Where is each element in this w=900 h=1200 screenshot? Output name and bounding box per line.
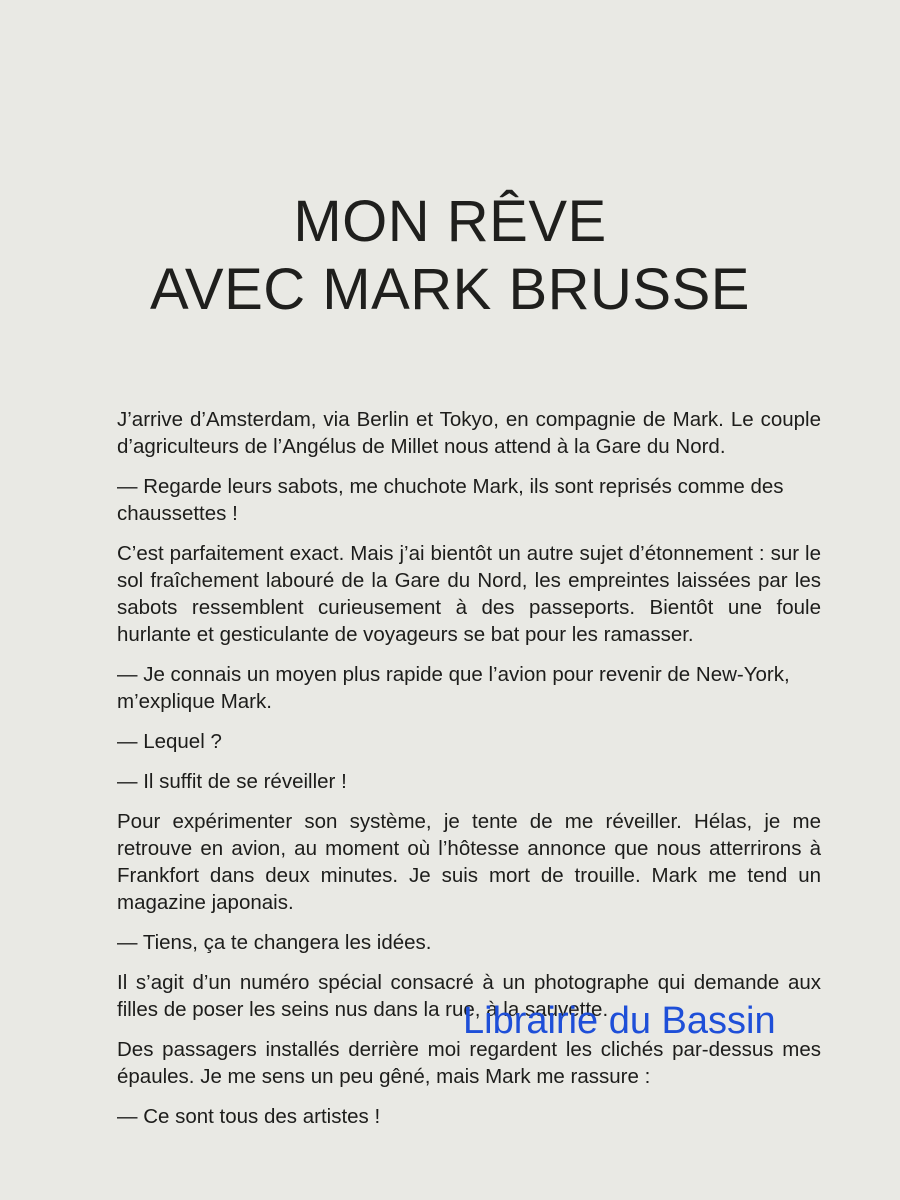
dialogue-line: — Tiens, ça te changera les idées.	[117, 931, 432, 954]
title-line-2: AVEC MARK BRUSSE	[150, 257, 750, 322]
paragraph: Il s’agit d’un numéro spécial consacré à un photographe qui demande aux filles de poser les seins nus dans la rue, à la sauvette.	[117, 971, 821, 1021]
title-line-1: MON RÊVE	[293, 189, 607, 254]
dialogue-line: — Ce sont tous des artistes !	[117, 1105, 381, 1128]
dialogue-line: — Regarde leurs sabots, me chuchote Mark, ils sont reprisés comme des chaussettes !	[117, 475, 784, 525]
dialogue-line: — Je connais un moyen plus rapide que l’avion pour revenir de New-York, m’explique Mark.	[117, 663, 790, 713]
dialogue-line: — Il suffit de se réveiller !	[117, 770, 347, 793]
paragraph: J’arrive d’Amsterdam, via Berlin et Tokyo, en compagnie de Mark. Le couple d’agriculteurs de l’Angélus de Millet nous attend à la Gare du Nord.	[117, 408, 821, 458]
dialogue-line: — Lequel ?	[117, 730, 222, 753]
paragraph: Des passagers installés derrière moi regardent les clichés par-dessus mes épaules. Je me sens un peu gêné, mais Mark me rassure :	[117, 1038, 821, 1088]
watermark: Librairie du Bassin	[463, 1000, 776, 1042]
paragraph: Pour expérimenter son système, je tente de me réveiller. Hélas, je me retrouve en avion, au moment où l’hôtesse annonce que nous atterrirons à Frankfort dans deux minutes. Je suis mort de trouille. Mark me tend un magazine japonais.	[117, 810, 821, 914]
page-title	[0, 188, 900, 324]
paragraph: C’est parfaitement exact. Mais j’ai bientôt un autre sujet d’étonnement : sur le sol fraîchement labouré de la Gare du Nord, les empreintes laissées par les sabots ressemblent curieusement à des passeports. Bientôt une foule hurlante et gesticulante de voyageurs se bat pour les ramasser.	[117, 542, 821, 646]
